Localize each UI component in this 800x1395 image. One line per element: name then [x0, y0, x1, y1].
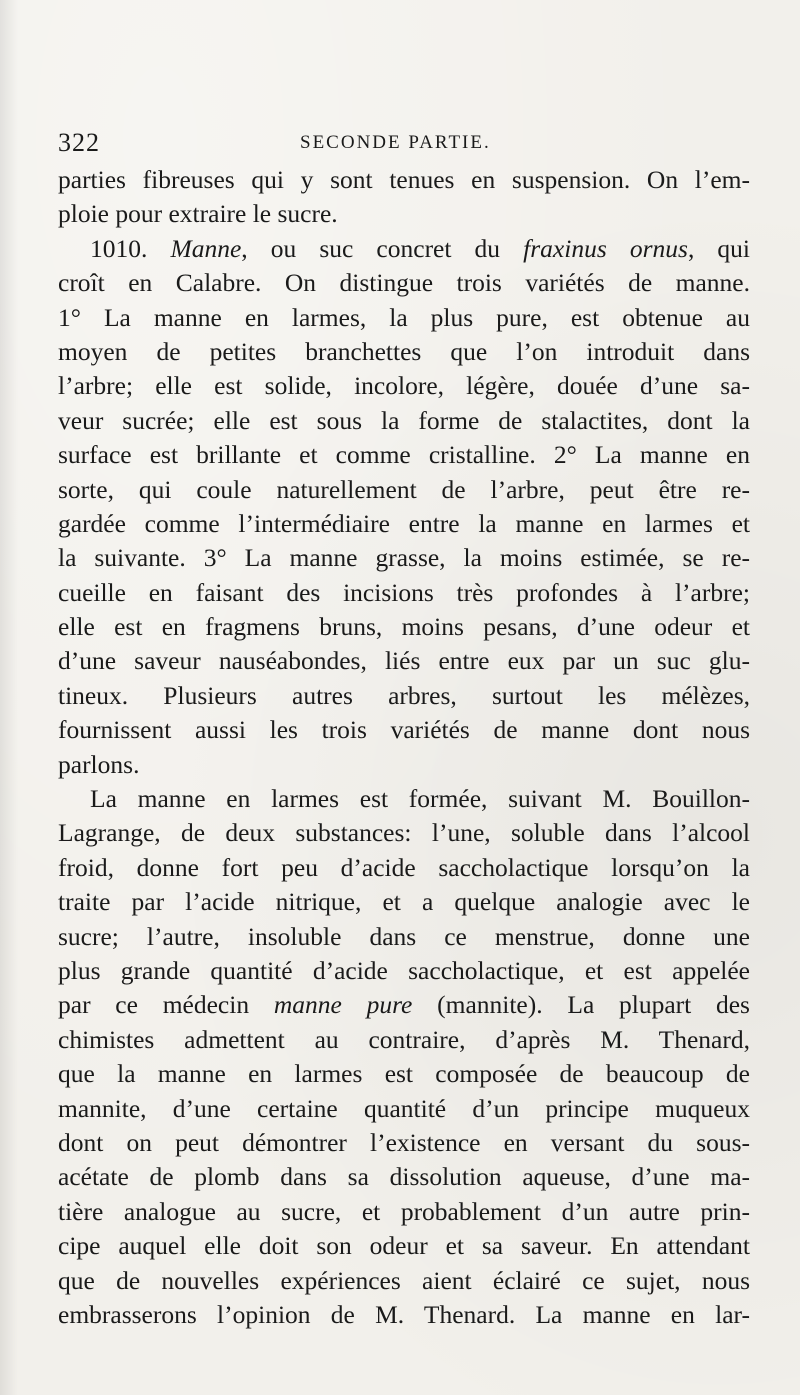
text-line [58, 576, 750, 610]
text-line [58, 507, 750, 541]
text-segment: la suivante. 3° La manne grasse, la moins estimée, se re- [58, 543, 750, 573]
italic-text: fraxinus ornus [523, 233, 688, 263]
text-line [58, 301, 750, 335]
text-line [58, 163, 750, 197]
text-segment: La manne en larmes est formée, suivant M. Bouillon- [90, 784, 750, 814]
text-segment: ploie pour extraire le sucre. [58, 199, 338, 229]
text-segment: Lagrange, de deux substances: l’une, soluble dans l’alcool [58, 818, 750, 848]
text-segment: d’une saveur nauséabondes, liés entre eux par un suc glu- [58, 646, 750, 676]
text-segment: que la manne en larmes est composée de beaucoup de [58, 1059, 750, 1089]
text-line [58, 232, 750, 266]
text-segment: , ou suc concret du [241, 233, 524, 263]
text-segment: sucre; l’autre, insoluble dans ce menstrue, donne une [58, 921, 750, 951]
text-line [58, 782, 750, 816]
text-line [58, 404, 750, 438]
text-segment: traite par l’acide nitrique, et a quelque analogie avec le [58, 887, 750, 917]
text-segment: gardée comme l’intermédiaire entre la manne en larmes et [58, 508, 750, 538]
text-segment: tineux. Plusieurs autres arbres, surtout les mélèzes, [58, 680, 750, 710]
text-line [58, 1160, 750, 1194]
body-text [58, 163, 750, 1332]
text-segment: chimistes admettent au contraire, d’après M. Thenard, [58, 1024, 750, 1054]
text-line [58, 679, 750, 713]
text-segment: 1° La manne en larmes, la plus pure, est obtenue au [58, 302, 750, 332]
text-line [58, 713, 750, 747]
text-line [58, 920, 750, 954]
text-segment: l’arbre; elle est solide, incolore, légère, douée d’une sa- [58, 371, 750, 401]
text-segment: moyen de petites branchettes que l’on introduit dans [58, 336, 750, 366]
text-segment: croît en Calabre. On distingue trois variétés de manne. [58, 268, 750, 298]
text-segment: parlons. [58, 749, 140, 779]
text-line [58, 954, 750, 988]
text-line [58, 816, 750, 850]
text-line [58, 541, 750, 575]
text-line [58, 885, 750, 919]
text-line [58, 1229, 750, 1263]
text-line [58, 1264, 750, 1298]
text-segment: par ce médecin [58, 990, 274, 1020]
page-number: 322 [58, 128, 100, 157]
text-segment: , qui [687, 233, 750, 263]
text-segment: dont on peut démontrer l’existence en versant du sous- [58, 1127, 750, 1157]
text-segment: cueille en faisant des incisions très profondes à l’arbre; [58, 577, 750, 607]
italic-text: manne pure [273, 990, 413, 1020]
text-segment: tière analogue au sucre, et probablement d’un autre prin- [58, 1196, 750, 1226]
text-segment: embrasserons l’opinion de M. Thenard. La manne en lar- [58, 1299, 750, 1329]
text-segment: sorte, qui coule naturellement de l’arbre, peut être re- [58, 474, 750, 504]
text-segment: parties fibreuses qui y sont tenues en suspension. On l’em- [58, 165, 750, 194]
text-segment: (mannite). La plupart des [412, 990, 750, 1020]
text-segment: fournissent aussi les trois variétés de manne dont nous [58, 715, 750, 745]
text-line [58, 988, 750, 1022]
italic-text: Manne [170, 233, 242, 263]
text-segment: que de nouvelles expériences aient éclairé ce sujet, nous [58, 1265, 750, 1295]
text-segment: surface est brillante et comme cristalline. 2° La manne en [58, 440, 750, 470]
text-line [58, 1023, 750, 1057]
text-line [58, 1298, 750, 1332]
running-head: SECONDE PARTIE. [300, 132, 491, 153]
text-line [58, 438, 750, 472]
text-line [58, 610, 750, 644]
text-line [58, 266, 750, 300]
text-line [58, 1126, 750, 1160]
text-segment: mannite, d’une certaine quantité d’un principe muqueux [58, 1093, 750, 1123]
text-segment: elle est en fragmens bruns, moins pesans, d’une odeur et [58, 612, 750, 642]
text-line [58, 1092, 750, 1126]
text-segment: froid, donne fort peu d’acide saccholactique lorsqu’on la [58, 852, 750, 882]
text-line [58, 197, 750, 231]
text-line [58, 644, 750, 678]
text-segment: veur sucrée; elle est sous la forme de stalactites, dont la [58, 405, 750, 435]
text-segment: acétate de plomb dans sa dissolution aqueuse, d’une ma- [58, 1162, 750, 1192]
text-segment: cipe auquel elle doit son odeur et sa saveur. En attendant [58, 1231, 750, 1261]
text-line [58, 748, 750, 782]
text-line [58, 335, 750, 369]
text-line [58, 851, 750, 885]
text-line [58, 1057, 750, 1091]
text-line [58, 369, 750, 403]
page-edge-shadow [0, 0, 18, 1395]
text-segment: plus grande quantité d’acide saccholactique, et est appelée [58, 955, 750, 985]
text-line [58, 1195, 750, 1229]
page-header [58, 128, 748, 162]
text-line [58, 473, 750, 507]
text-segment: 1010. [90, 233, 171, 263]
